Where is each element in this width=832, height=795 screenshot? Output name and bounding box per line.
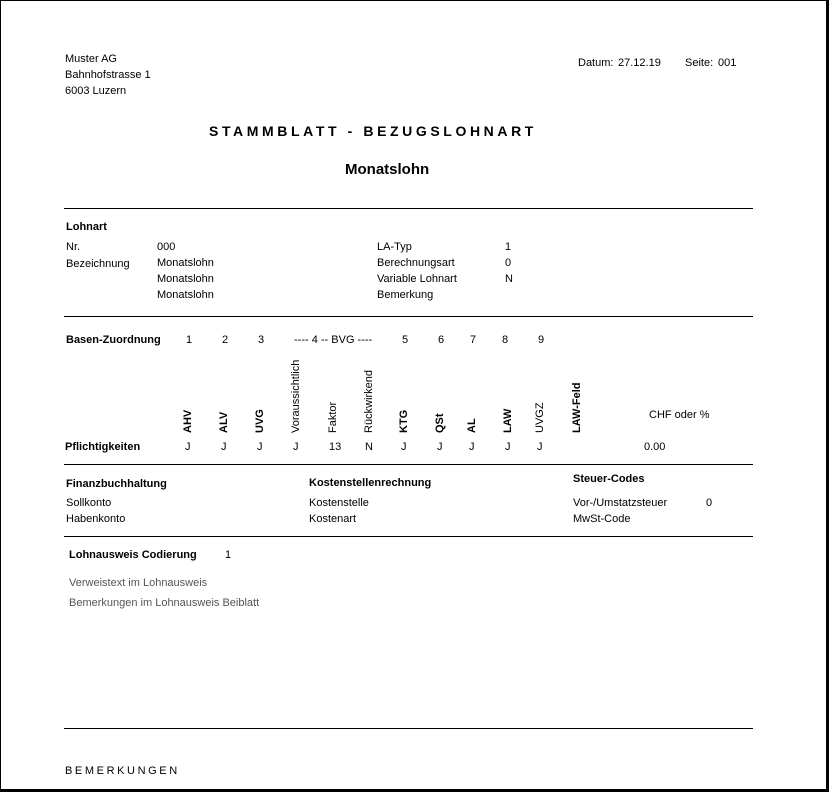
lohnausweis-heading: Lohnausweis Codierung [69, 549, 197, 561]
pflicht-value: J [221, 441, 227, 453]
variable-label: Variable Lohnart [377, 273, 457, 285]
chf-label: CHF oder % [649, 409, 710, 421]
variable-value: N [505, 273, 513, 285]
bezeichnung-value: Monatslohn [157, 273, 214, 285]
datum-label: Datum: [578, 57, 614, 69]
lohnausweis-value: 1 [225, 549, 232, 561]
latyp-value: 1 [505, 241, 512, 253]
basis-number: 8 [502, 334, 509, 346]
berechnungsart-label: Berechnungsart [377, 257, 455, 269]
bemerkung-label: Bemerkung [377, 289, 434, 301]
company-city: 6003 Luzern [65, 85, 127, 97]
bemerkungen-footer: BEMERKUNGEN [65, 765, 180, 777]
divider [64, 728, 753, 729]
pflicht-value: J [505, 441, 511, 453]
bemerkungen-beiblatt-label: Bemerkungen im Lohnausweis Beiblatt [69, 597, 260, 609]
col-header-voraussichtlich: Voraussichtlich [290, 359, 302, 433]
chf-value: 0.00 [644, 441, 666, 453]
page-title: STAMMBLATT - BEZUGSLOHNART [209, 123, 537, 139]
steuer-heading: Steuer-Codes [573, 473, 645, 485]
pflicht-value: J [469, 441, 475, 453]
finanz-heading: Finanzbuchhaltung [66, 478, 167, 490]
col-header-law-feld: LAW-Feld [571, 382, 583, 433]
kostenart-label: Kostenart [309, 513, 357, 525]
kosten-heading: Kostenstellenrechnung [309, 477, 432, 489]
basis-number-bvg: ---- 4 -- BVG ---- [294, 334, 373, 346]
seite-label: Seite: [685, 57, 714, 69]
lohnart-heading: Lohnart [66, 221, 107, 233]
bezeichnung-value: Monatslohn [157, 289, 214, 301]
col-header-faktor: Faktor [327, 401, 339, 433]
bezeichnung-value: Monatslohn [157, 257, 214, 269]
bezeichnung-label: Bezeichnung [66, 258, 130, 270]
company-street: Bahnhofstrasse 1 [65, 69, 151, 81]
nr-label: Nr. [66, 241, 81, 253]
col-header-al: AL [466, 418, 478, 433]
kostenstelle-label: Kostenstelle [309, 497, 369, 509]
pflicht-value: J [293, 441, 299, 453]
vorsteuer-value: 0 [706, 497, 713, 509]
col-header-rueckwirkend: Rückwirkend [363, 370, 375, 433]
pflicht-value: J [537, 441, 543, 453]
seite-value: 001 [718, 57, 737, 69]
pflicht-value: N [365, 441, 373, 453]
basis-number: 1 [186, 334, 193, 346]
nr-value: 000 [157, 241, 176, 253]
col-header-uvg: UVG [254, 409, 266, 433]
divider [64, 536, 753, 537]
basis-number: 7 [470, 334, 477, 346]
pflicht-value: J [437, 441, 443, 453]
datum-value: 27.12.19 [618, 57, 661, 69]
divider [64, 464, 753, 465]
basis-number: 3 [258, 334, 265, 346]
sollkonto-label: Sollkonto [66, 497, 112, 509]
basis-number: 9 [538, 334, 545, 346]
mwst-label: MwSt-Code [573, 513, 631, 525]
col-header-alv: ALV [218, 411, 230, 433]
basen-heading: Basen-Zuordnung [66, 334, 161, 346]
basis-number: 6 [438, 334, 445, 346]
habenkonto-label: Habenkonto [66, 513, 126, 525]
vorsteuer-label: Vor-/Umstatzsteuer [573, 497, 668, 509]
col-header-qst: QSt [434, 413, 446, 433]
latyp-label: LA-Typ [377, 241, 412, 253]
pflicht-value: J [401, 441, 407, 453]
pflicht-value: 13 [329, 441, 342, 453]
basis-number: 2 [222, 334, 229, 346]
basis-number: 5 [402, 334, 409, 346]
col-header-uvgz: UVGZ [534, 402, 546, 433]
divider [64, 316, 753, 317]
pflicht-label: Pflichtigkeiten [65, 441, 141, 453]
berechnungsart-value: 0 [505, 257, 512, 269]
col-header-law: LAW [502, 408, 514, 433]
pflicht-value: J [257, 441, 263, 453]
divider [64, 208, 753, 209]
verweistext-label: Verweistext im Lohnausweis [69, 577, 208, 589]
pflicht-value: J [185, 441, 191, 453]
page-subtitle: Monatslohn [345, 161, 430, 178]
company-name: Muster AG [65, 53, 117, 65]
col-header-ahv: AHV [182, 409, 194, 433]
col-header-ktg: KTG [398, 409, 410, 433]
